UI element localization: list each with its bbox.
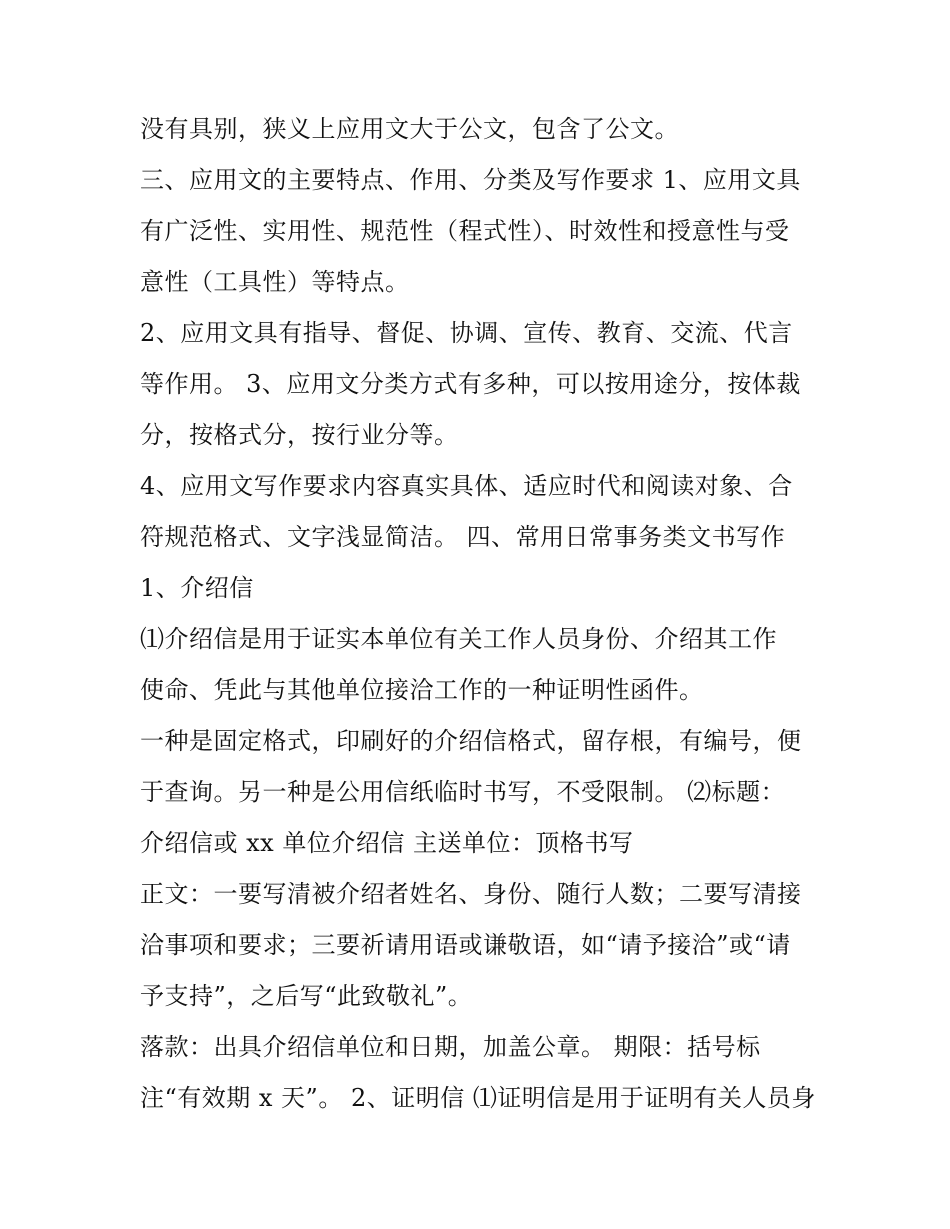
text-line: 三、应用文的主要特点、作用、分类及写作要求 1、应用文具 (140, 166, 801, 194)
text-line: 于查询。另一种是公用信纸临时书写，不受限制。 ⑵标题： (140, 778, 786, 806)
text-line: 注“有效期 x 天”。 2、证明信 ⑴证明信是用于证明有关人员身 (140, 1084, 816, 1112)
text-line: 有广泛性、实用性、规范性（程式性）、时效性和授意性与受 (140, 217, 790, 245)
text-line: 没有具别，狭义上应用文大于公文，包含了公文。 (140, 115, 679, 143)
text-line: 符规范格式、文字浅显简洁。 四、常用日常事务类文书写作 (140, 523, 786, 551)
text-line: 分，按格式分，按行业分等。 (140, 421, 459, 449)
text-line: 一种是固定格式，印刷好的介绍信格式，留存根，有编号，便 (140, 727, 802, 755)
text-line: 洽事项和要求；三要祈请用语或谦敬语，如“请予接洽”或“请 (140, 931, 791, 959)
text-line: 介绍信或 xx 单位介绍信 主送单位：顶格书写 (140, 829, 634, 857)
text-line: 予支持”，之后写“此致敬礼”。 (140, 982, 473, 1010)
text-line: 等作用。 3、应用文分类方式有多种，可以按用途分，按体裁 (140, 370, 801, 398)
text-line: 4、应用文写作要求内容真实具体、适应时代和阅读对象、合 (140, 472, 793, 500)
text-line: 使命、凭此与其他单位接洽工作的一种证明性函件。 (140, 676, 704, 704)
text-line: ⑴介绍信是用于证实本单位有关工作人员身份、介绍其工作 (140, 625, 777, 653)
text-line: 正文：一要写清被介绍者姓名、身份、随行人数；二要写清接 (140, 880, 802, 908)
text-line: 意性（工具性）等特点。 (140, 268, 410, 296)
document-body (140, 110, 820, 1130)
text-line: 1、介绍信 (140, 574, 254, 602)
text-line: 2、应用文具有指导、督促、协调、宣传、教育、交流、代言 (140, 319, 793, 347)
text-line: 落款：出具介绍信单位和日期，加盖公章。 期限：括号标 (140, 1033, 761, 1061)
